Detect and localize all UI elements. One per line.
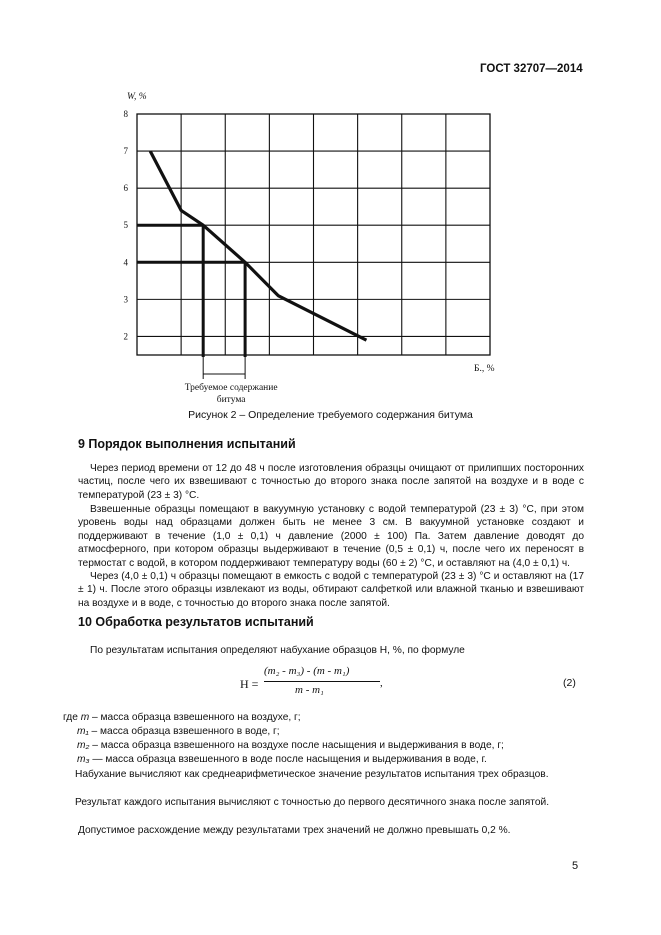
formula-numerator: (m₂ - m₃) - (m - m₁) <box>264 665 350 677</box>
variable-m1: m₁ <box>77 726 89 737</box>
variable-m: m <box>80 712 90 723</box>
section-9-paragraph-2: Взвешенные образцы помещают в вакуумную установку с водой температурой (23 ± 3) °С, при этом уровень воды над образцами должен быть не менее 3 см. В вакуумной установке создают и поддерживают в течение (1,0 ± 0,1) ч давление (2000 ± 100) Па. Затем давление доводят до атмосферного, при котором образцы выдерживают в течение (0,5 ± 0,1) ч, после чего их переносят в термостат с водой, в котором поддерживают температуру воды (60 ± 2) °С, и оставляют на (4,0 ± 0,1) ч. <box>78 504 584 569</box>
y-tick-label: 8 <box>123 109 128 119</box>
y-tick-label: 2 <box>123 331 128 342</box>
y-tick-label: 5 <box>123 220 128 231</box>
annotation-label-line-2: битума <box>216 395 246 405</box>
section-9-paragraph-3: Через (4,0 ± 0,1) ч образцы помещают в емкость с водой с температурой (23 ± 3) °С и оставляют на (17 ± 1) ч. После этого образцы извлекают из воды, обтирают салфеткой или влажной тканью и взвешивают на воздухе и в воде, с точностью до второго знака после запятой. <box>78 571 584 609</box>
document-header: ГОСТ 32707—2014 <box>480 63 583 75</box>
variable-definition-m1 <box>63 725 280 738</box>
chart-svg <box>110 85 530 410</box>
variable-m3: m₃ <box>77 754 90 765</box>
variable-m1-text: – масса образца взвешенного в воде, г; <box>88 726 280 737</box>
variable-definition-m <box>63 711 301 724</box>
variable-m2-text: – масса образца взвешенного на воздухе после насыщения и выдерживания в воде, г; <box>89 740 504 751</box>
section-10-paragraph-tolerance: Допустимое расхождение между результатами трех значений не должно превышать 0,2 %. <box>78 825 511 836</box>
formula-comma: , <box>380 677 383 689</box>
formula-denominator: m - m₁ <box>295 684 324 696</box>
series-curve-line <box>150 151 366 340</box>
section-10-title: 10 Обработка результатов испытаний <box>78 615 314 629</box>
variable-m3-text: — масса образца взвешенного в воде после насыщения и выдерживания в воде, г. <box>89 754 487 765</box>
page-number: 5 <box>572 860 579 872</box>
section-9-paragraph-1: Через период времени от 12 до 48 ч после изготовления образцы очищают от прилипших посторонних частиц, после чего их взвешивают с точностью до второго знака после запятой на воздухе и в воде с температурой (23 ± 3) °С. <box>78 463 584 501</box>
figure-chart <box>110 85 530 410</box>
variable-m-text: – масса образца взвешенного на воздухе, г; <box>89 712 301 723</box>
y-tick-label: 3 <box>123 294 128 305</box>
section-10-paragraph-precision: Результат каждого испытания вычисляют с точностью до первого десятичного знака после запятой. <box>75 797 550 808</box>
where-prefix: где <box>63 712 81 723</box>
y-tick-label: 6 <box>123 183 128 194</box>
equation-number: (2) <box>563 677 576 689</box>
section-10-paragraph-swelling: Набухание вычисляют как среднеарифметическое значение результатов испытания трех образцов. <box>75 769 549 780</box>
variable-definition-m3 <box>63 753 487 766</box>
section-9-title: 9 Порядок выполнения испытаний <box>78 437 296 451</box>
section-10-intro: По результатам испытания определяют набухание образцов Н, %, по формуле <box>90 645 465 656</box>
annotation-label-line-1: Требуемое содержание <box>184 383 278 393</box>
variable-m2: m₂ <box>77 740 90 751</box>
y-axis-label: W, % <box>127 92 147 102</box>
x-axis-label: Б., % <box>474 364 495 374</box>
formula-lhs: Н = <box>240 677 259 691</box>
figure-caption: Рисунок 2 – Определение требуемого содержания битума <box>188 409 473 421</box>
y-tick-label: 4 <box>123 257 128 268</box>
formula-fraction-bar <box>264 681 380 682</box>
y-tick-label: 7 <box>123 146 128 157</box>
variable-definition-m2 <box>63 739 504 752</box>
